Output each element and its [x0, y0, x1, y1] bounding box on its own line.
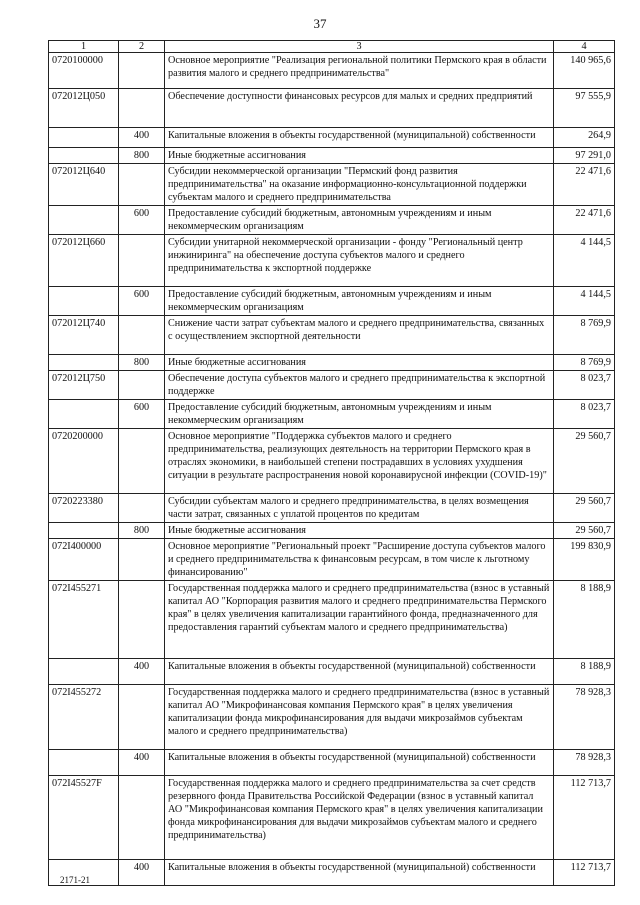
- budget-code-cell: 0720223380: [49, 494, 119, 523]
- amount-cell: 8 023,7: [554, 400, 615, 429]
- amount-cell: 8 188,9: [554, 581, 615, 659]
- table-row: [49, 287, 615, 316]
- header-col-2: 2: [119, 41, 165, 53]
- table-row: [49, 371, 615, 400]
- expense-type-cell: [119, 89, 165, 128]
- table-row: [49, 659, 615, 685]
- table-row: [49, 523, 615, 539]
- expense-type-cell: [119, 776, 165, 860]
- table-row: [49, 429, 615, 494]
- table-row: [49, 148, 615, 164]
- amount-cell: 8 769,9: [554, 355, 615, 371]
- amount-cell: 8 188,9: [554, 659, 615, 685]
- item-name-cell: Капитальные вложения в объекты государственной (муниципальной) собственности: [165, 860, 554, 886]
- item-name-cell: Основное мероприятие "Реализация региональной политики Пермского края в области развития малого и среднего предпринимательства": [165, 53, 554, 89]
- expense-type-cell: [119, 235, 165, 287]
- item-name-cell: Иные бюджетные ассигнования: [165, 355, 554, 371]
- budget-code-cell: [49, 659, 119, 685]
- table-row: [49, 685, 615, 750]
- amount-cell: 97 291,0: [554, 148, 615, 164]
- expense-type-cell: [119, 164, 165, 206]
- budget-code-cell: 072I45527F: [49, 776, 119, 860]
- item-name-cell: Снижение части затрат субъектам малого и среднего предпринимательства, связанных с осуществлением экспортной деятельности: [165, 316, 554, 355]
- budget-code-cell: 072I400000: [49, 539, 119, 581]
- amount-cell: 112 713,7: [554, 776, 615, 860]
- budget-code-cell: [49, 287, 119, 316]
- table-row: [49, 581, 615, 659]
- item-name-cell: Государственная поддержка малого и среднего предпринимательства за счет средств резервного фонда Правительства Российской Федерации (взнос в уставный капитал АО "Микрофинансовая компания Пермского края" в целях увеличения капитализации фонда микрофинансирования для выдачи микрозаймов субъектам малого и среднего предпринимательства): [165, 776, 554, 860]
- expense-type-cell: [119, 581, 165, 659]
- item-name-cell: Субсидии субъектам малого и среднего предпринимательства, в целях возмещения части затрат, связанных с уплатой процентов по кредитам: [165, 494, 554, 523]
- budget-code-cell: [49, 355, 119, 371]
- budget-code-cell: 072012Ц740: [49, 316, 119, 355]
- table-row: [49, 750, 615, 776]
- expense-type-cell: 600: [119, 287, 165, 316]
- item-name-cell: Капитальные вложения в объекты государственной (муниципальной) собственности: [165, 750, 554, 776]
- budget-code-cell: 072I455271: [49, 581, 119, 659]
- item-name-cell: Предоставление субсидий бюджетным, автономным учреждениям и иным некоммерческим организациям: [165, 400, 554, 429]
- table-row: [49, 776, 615, 860]
- amount-cell: 29 560,7: [554, 523, 615, 539]
- item-name-cell: Иные бюджетные ассигнования: [165, 523, 554, 539]
- table-row: [49, 400, 615, 429]
- table-row: [49, 53, 615, 89]
- budget-code-cell: [49, 523, 119, 539]
- expense-type-cell: [119, 494, 165, 523]
- header-col-4: 4: [554, 41, 615, 53]
- header-col-3: 3: [165, 41, 554, 53]
- document-code: 2171-21: [60, 875, 90, 885]
- amount-cell: 22 471,6: [554, 164, 615, 206]
- amount-cell: 140 965,6: [554, 53, 615, 89]
- amount-cell: 8 769,9: [554, 316, 615, 355]
- budget-code-cell: [49, 206, 119, 235]
- budget-code-cell: [49, 148, 119, 164]
- item-name-cell: Предоставление субсидий бюджетным, автономным учреждениям и иным некоммерческим организациям: [165, 287, 554, 316]
- table-row: [49, 235, 615, 287]
- budget-code-cell: 072012Ц640: [49, 164, 119, 206]
- table-row: [49, 316, 615, 355]
- amount-cell: 29 560,7: [554, 494, 615, 523]
- amount-cell: 22 471,6: [554, 206, 615, 235]
- expense-type-cell: 800: [119, 355, 165, 371]
- expense-type-cell: [119, 429, 165, 494]
- table-row: [49, 128, 615, 148]
- item-name-cell: Субсидии унитарной некоммерческой организации - фонду "Региональный центр инжиниринга" на обеспечение доступа субъектов малого и среднего предпринимательства к экспортной поддержке: [165, 235, 554, 287]
- table-row: [49, 539, 615, 581]
- budget-code-cell: 0720100000: [49, 53, 119, 89]
- item-name-cell: Иные бюджетные ассигнования: [165, 148, 554, 164]
- budget-code-cell: 072012Ц050: [49, 89, 119, 128]
- amount-cell: 264,9: [554, 128, 615, 148]
- expense-type-cell: [119, 316, 165, 355]
- budget-code-cell: [49, 750, 119, 776]
- budget-code-cell: 072012Ц660: [49, 235, 119, 287]
- expense-type-cell: [119, 53, 165, 89]
- amount-cell: 29 560,7: [554, 429, 615, 494]
- expense-type-cell: 400: [119, 860, 165, 886]
- table-row: [49, 355, 615, 371]
- budget-code-cell: [49, 400, 119, 429]
- item-name-cell: Обеспечение доступности финансовых ресурсов для малых и средних предприятий: [165, 89, 554, 128]
- amount-cell: 4 144,5: [554, 287, 615, 316]
- amount-cell: 97 555,9: [554, 89, 615, 128]
- budget-code-cell: 072012Ц750: [49, 371, 119, 400]
- table-row: [49, 494, 615, 523]
- amount-cell: 8 023,7: [554, 371, 615, 400]
- item-name-cell: Капитальные вложения в объекты государственной (муниципальной) собственности: [165, 659, 554, 685]
- item-name-cell: Государственная поддержка малого и среднего предпринимательства (взнос в уставный капитал АО "Микрофинансовая компания Пермского края" в целях увеличения капитализации фонда микрофинансирования для выдачи микрозаймов субъектам малого и среднего предпринимательства): [165, 685, 554, 750]
- header-col-1: 1: [49, 41, 119, 53]
- expense-type-cell: 800: [119, 148, 165, 164]
- table-row: [49, 89, 615, 128]
- amount-cell: 112 713,7: [554, 860, 615, 886]
- expense-type-cell: [119, 539, 165, 581]
- page-number: 37: [313, 16, 327, 31]
- budget-code-cell: 072I455272: [49, 685, 119, 750]
- table-row: [49, 206, 615, 235]
- item-name-cell: Основное мероприятие "Региональный проект "Расширение доступа субъектов малого и среднего предпринимательства к финансовым ресурсам, в том числе к льготному финансированию": [165, 539, 554, 581]
- budget-table: [48, 40, 615, 886]
- budget-code-cell: [49, 128, 119, 148]
- expense-type-cell: 400: [119, 750, 165, 776]
- expense-type-cell: [119, 685, 165, 750]
- item-name-cell: Основное мероприятие "Поддержка субъектов малого и среднего предпринимательства, реализующих деятельность на территории Пермского края в отраслях экономики, в наибольшей степени пострадавших в условиях ухудшения ситуации в результате распространения новой коронавирусной инфекции (COVID-19)": [165, 429, 554, 494]
- table-header-row: [49, 41, 615, 53]
- amount-cell: 4 144,5: [554, 235, 615, 287]
- table-body: [49, 53, 615, 886]
- table-row: [49, 860, 615, 886]
- item-name-cell: Предоставление субсидий бюджетным, автономным учреждениям и иным некоммерческим организациям: [165, 206, 554, 235]
- item-name-cell: Субсидии некоммерческой организации "Пермский фонд развития предпринимательства" на оказание информационно-консультационной поддержки субъектам малого и среднего предпринимательства: [165, 164, 554, 206]
- expense-type-cell: 400: [119, 659, 165, 685]
- expense-type-cell: 600: [119, 400, 165, 429]
- amount-cell: 78 928,3: [554, 685, 615, 750]
- expense-type-cell: 400: [119, 128, 165, 148]
- expense-type-cell: [119, 371, 165, 400]
- item-name-cell: Обеспечение доступа субъектов малого и среднего предпринимательства к экспортной поддержке: [165, 371, 554, 400]
- amount-cell: 199 830,9: [554, 539, 615, 581]
- expense-type-cell: 800: [119, 523, 165, 539]
- amount-cell: 78 928,3: [554, 750, 615, 776]
- table-row: [49, 164, 615, 206]
- item-name-cell: Государственная поддержка малого и среднего предпринимательства (взнос в уставный капитал АО "Корпорация развития малого и среднего предпринимательства Пермского края" в целях увеличения капитализации гарантийного фонда, предназначенного для предоставления гарантий субъектам малого и среднего предпринимательства): [165, 581, 554, 659]
- budget-code-cell: 0720200000: [49, 429, 119, 494]
- item-name-cell: Капитальные вложения в объекты государственной (муниципальной) собственности: [165, 128, 554, 148]
- expense-type-cell: 600: [119, 206, 165, 235]
